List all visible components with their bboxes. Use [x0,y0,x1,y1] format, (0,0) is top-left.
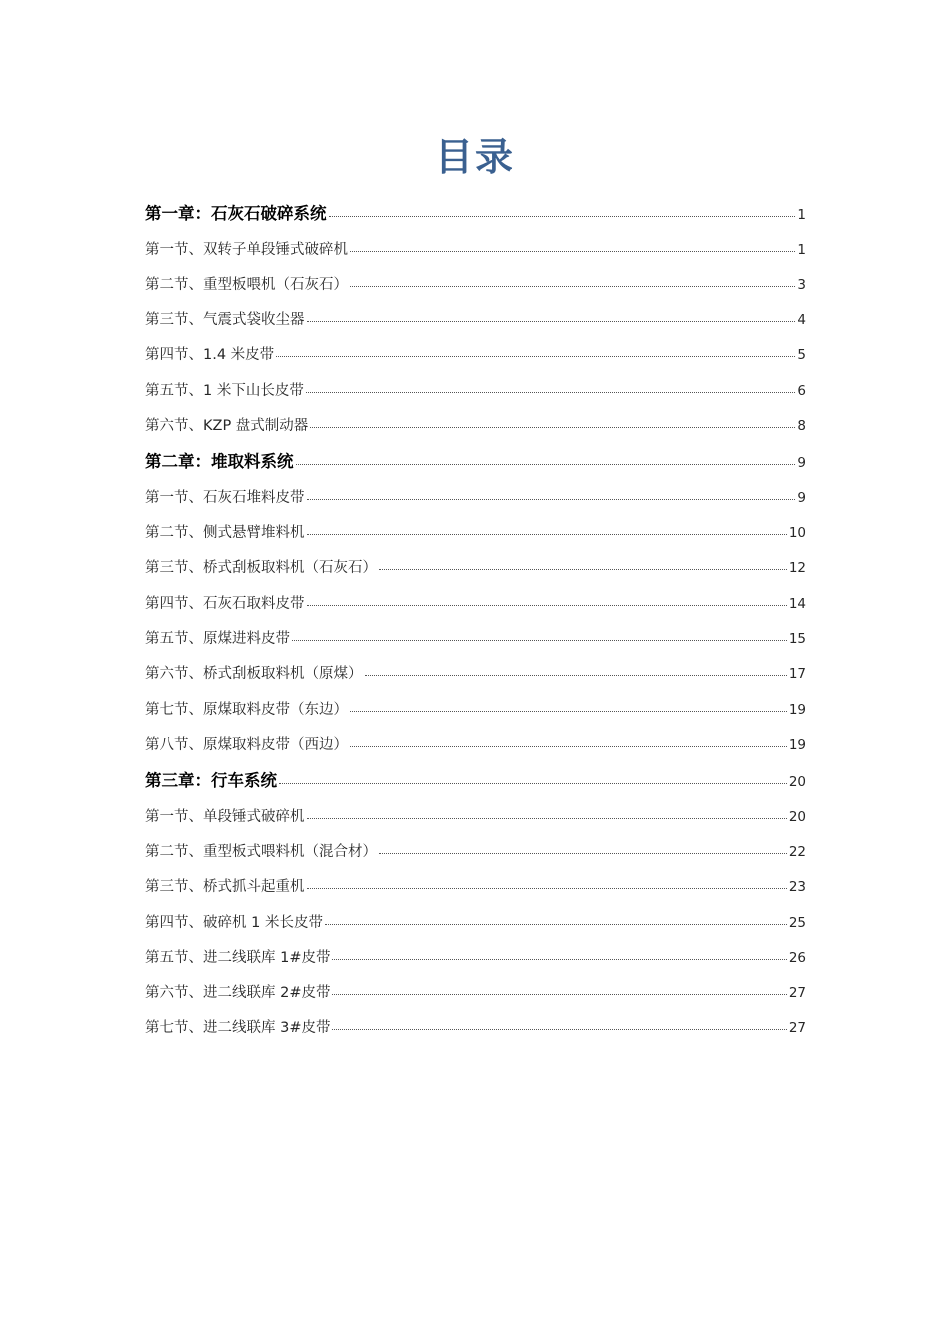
toc-page-number: 14 [788,595,806,612]
toc-section-entry[interactable] [145,870,806,905]
toc-section-entry[interactable] [145,728,806,763]
toc-dot-leader [329,203,796,220]
toc-section-entry[interactable] [145,906,806,941]
toc-entry-label: 第一节、双转子单段锤式破碎机 [145,241,348,258]
toc-section-entry[interactable] [145,481,806,516]
toc-entry-label: 第二节、重型板式喂料机（混合材） [145,843,377,860]
toc-entry-label: 第四节、石灰石取料皮带 [145,595,305,612]
toc-page-number: 20 [788,774,806,791]
toc-dot-leader [307,593,787,608]
toc-page-number: 9 [797,489,806,506]
toc-page-number: 6 [797,382,806,399]
toc-dot-leader [292,628,787,643]
toc-page-number: 27 [788,985,806,1002]
toc-section-entry[interactable] [145,941,806,976]
toc-page-number: 12 [788,560,806,577]
toc-page-number: 20 [788,808,806,825]
toc-entry-label: 第三节、桥式抓斗起重机 [145,879,305,896]
toc-section-entry[interactable] [145,657,806,692]
toc-dot-leader [307,877,787,892]
toc-page-number: 5 [797,347,806,364]
toc-title: 目录 [434,134,515,179]
toc-section-entry[interactable] [145,338,806,373]
toc-dot-leader [306,380,796,395]
toc-dot-leader [350,699,787,714]
toc-page-number: 19 [788,701,806,718]
toc-page-number: 23 [788,879,806,896]
toc-page-number: 10 [788,525,806,542]
toc-entry-label: 第四节、破碎机 1 米长皮带 [145,914,323,931]
toc-section-entry[interactable] [145,800,806,835]
toc-entry-label: 第二节、侧式悬臂堆料机 [145,525,305,542]
toc-entry-label: 第七节、原煤取料皮带（东边） [145,701,348,718]
toc-page-number: 17 [788,666,806,683]
toc-dot-leader [307,523,787,538]
toc-section-entry[interactable] [145,268,806,303]
toc-section-entry[interactable] [145,233,806,268]
toc-section-entry[interactable] [145,622,806,657]
toc-section-entry[interactable] [145,303,806,338]
toc-dot-leader [279,770,787,787]
toc-dot-leader [276,345,795,360]
toc-section-entry[interactable] [145,976,806,1011]
toc-chapter-entry[interactable] [145,196,806,233]
toc-dot-leader [332,983,786,998]
toc-dot-leader [332,1018,786,1033]
toc-page-number: 22 [788,843,806,860]
toc-entry-label: 第二节、重型板喂机（石灰石） [145,276,348,293]
toc-chapter-entry[interactable] [145,444,806,481]
toc-dot-leader [350,274,795,289]
toc-entry-label: 第七节、进二线联库 3#皮带 [145,1020,331,1037]
toc-section-entry[interactable] [145,587,806,622]
toc-entry-label: 第五节、1 米下山长皮带 [145,382,304,399]
toc-dot-leader [379,558,787,573]
toc-dot-leader [379,841,787,856]
toc-dot-leader [307,487,796,502]
toc-page-number: 9 [797,455,806,472]
toc-section-entry[interactable] [145,551,806,586]
toc-section-entry[interactable] [145,516,806,551]
toc-list [145,196,806,1047]
toc-page-number: 8 [797,417,806,434]
toc-page-number: 3 [797,276,806,293]
toc-entry-label: 第三节、气震式袋收尘器 [145,312,305,329]
toc-page-number: 15 [788,630,806,647]
toc-entry-label: 第二章：堆取料系统 [145,452,294,472]
toc-dot-leader [307,806,787,821]
toc-entry-label: 第一节、石灰石堆料皮带 [145,489,305,506]
toc-page-number: 1 [797,207,806,223]
toc-entry-label: 第三章：行车系统 [145,771,277,791]
toc-entry-label: 第四节、1.4 米皮带 [145,347,275,364]
toc-section-entry[interactable] [145,1011,806,1046]
toc-section-entry[interactable] [145,835,806,870]
toc-page-number: 4 [797,312,806,329]
toc-page-number: 19 [788,736,806,753]
toc-dot-leader [350,734,787,749]
toc-dot-leader [350,239,795,254]
toc-entry-label: 第五节、进二线联库 1#皮带 [145,949,331,966]
toc-entry-label: 第八节、原煤取料皮带（西边） [145,736,348,753]
toc-entry-label: 第三节、桥式刮板取料机（石灰石） [145,560,377,577]
toc-chapter-entry[interactable] [145,763,806,800]
toc-dot-leader [307,310,796,325]
toc-entry-label: 第六节、进二线联库 2#皮带 [145,985,331,1002]
toc-entry-label: 第六节、桥式刮板取料机（原煤） [145,666,363,683]
toc-dot-leader [310,415,795,430]
toc-entry-label: 第一章：石灰石破碎系统 [145,204,327,223]
toc-dot-leader [296,451,796,468]
toc-section-entry[interactable] [145,693,806,728]
toc-section-entry[interactable] [145,374,806,409]
toc-page-number: 26 [788,949,806,966]
toc-dot-leader [365,664,787,679]
toc-dot-leader [332,947,786,962]
toc-entry-label: 第五节、原煤进料皮带 [145,630,290,647]
toc-dot-leader [325,912,787,927]
toc-section-entry[interactable] [145,409,806,444]
toc-page-number: 1 [797,241,806,258]
toc-entry-label: 第六节、KZP 盘式制动器 [145,417,309,434]
toc-entry-label: 第一节、单段锤式破碎机 [145,808,305,825]
toc-page-number: 25 [788,914,806,931]
toc-page-number: 27 [788,1020,806,1037]
